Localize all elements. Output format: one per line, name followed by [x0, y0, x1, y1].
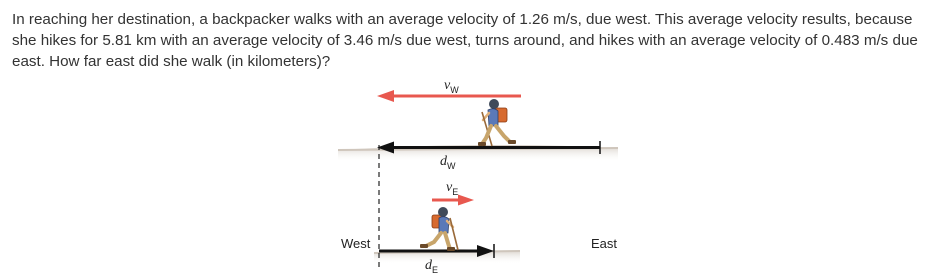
velocity-west-label: $v_W$ — [444, 78, 459, 95]
hiker-walking-west-icon — [478, 99, 516, 146]
west-label: West — [341, 236, 371, 251]
hiker-walking-east-icon — [420, 207, 458, 251]
question-text: In reaching her destination, a backpacker walks with an average velocity of 1.26 m/s, due west. This average velocity results, because she hikes for 5.81 km with an average velocity of 3.46 m/s due west, turns around, and hikes with an average velocity of 0.483 m/s due east. How far east did she walk (in kilometers)? — [12, 11, 918, 70]
displacement-west-label: $d_W$ — [440, 154, 456, 171]
velocity-east-label: $v_E$ — [446, 180, 459, 197]
east-label: East — [591, 236, 618, 251]
displacement-east-label: $d_E$ — [425, 258, 439, 275]
